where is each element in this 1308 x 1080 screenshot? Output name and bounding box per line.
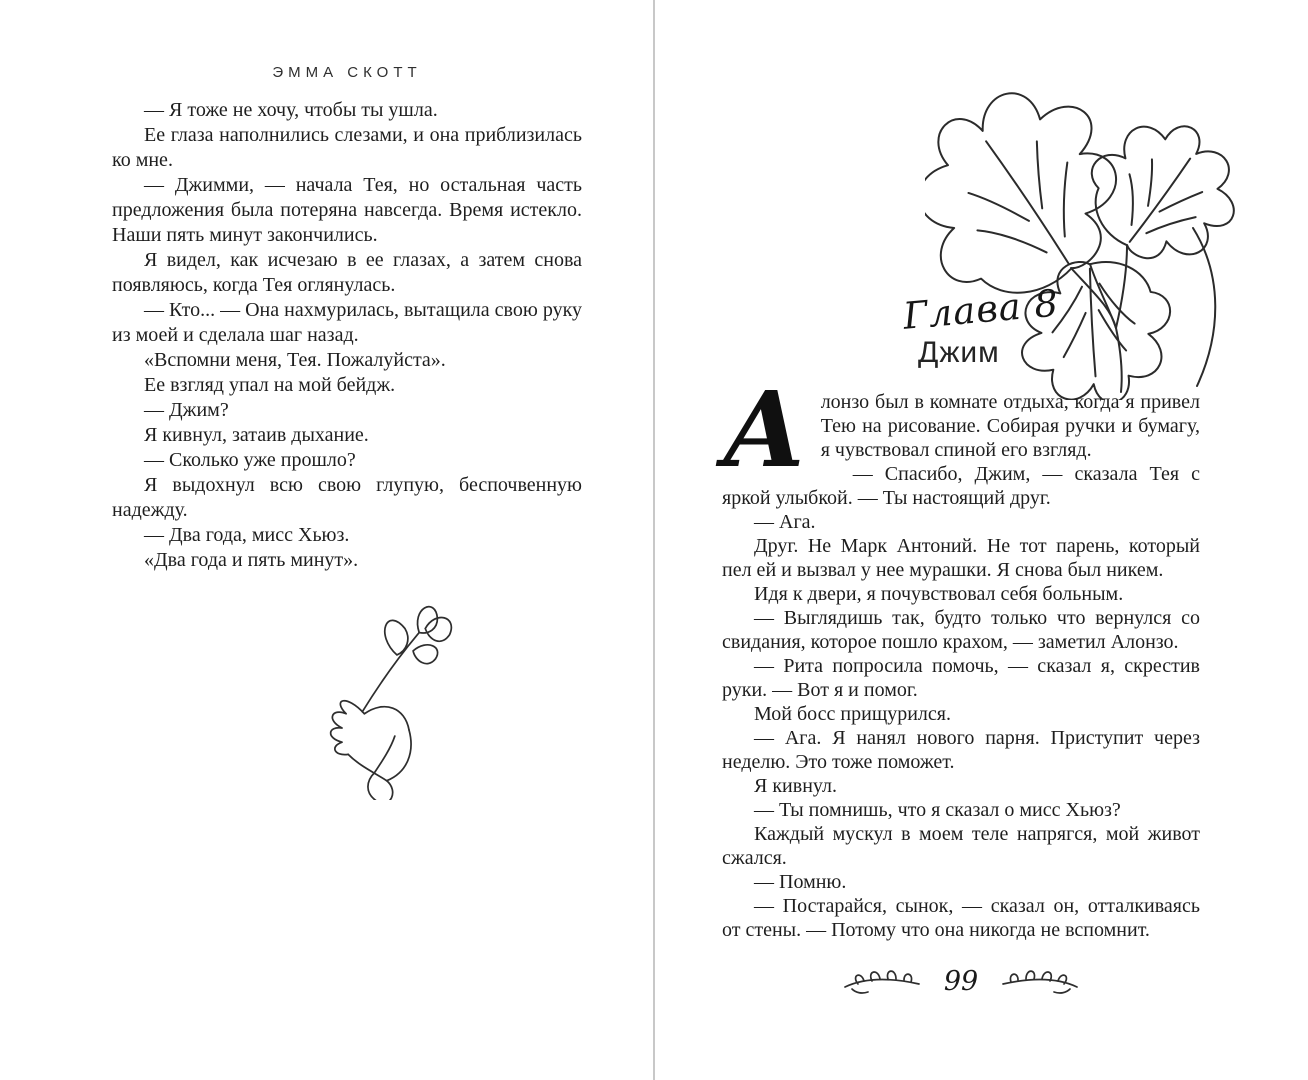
paragraph: Я выдохнул всю свою глупую, беспочвенную надежду.: [112, 474, 582, 521]
paragraph: — Ага. Я нанял нового парня. Приступит через неделю. Это тоже поможет.: [722, 727, 1200, 773]
paragraph: — Я тоже не хочу, чтобы ты ушла.: [144, 99, 438, 121]
paragraph: — Выглядишь так, будто только что вернулся со свидания, которое пошло крахом, — заметил Алонзо.: [722, 607, 1200, 653]
paragraph: — Сколько уже прошло?: [144, 449, 356, 471]
page-footer: [722, 966, 1200, 997]
paragraph: Мой босс прищурился.: [754, 703, 951, 725]
paragraph: — Кто... — Она нахмурилась, вытащила свою руку из моей и сделала шаг назад.: [112, 299, 582, 346]
page-number: 99: [943, 966, 979, 997]
chapter-subtitle: Джим: [918, 336, 1000, 369]
paragraph: Я видел, как исчезаю в ее глазах, а затем снова появляюсь, когда Тея оглянулась.: [112, 249, 582, 296]
right-page-text: [722, 368, 1200, 942]
paragraph: — Джимми, — начала Тея, но остальная часть предложения была потеряна навсегда. Время истекло. Наши пять минут закончились.: [112, 174, 582, 246]
paragraph: Ее глаза наполнились слезами, и она приблизилась ко мне.: [112, 124, 582, 171]
paragraph: Я кивнул, затаив дыхание.: [144, 424, 369, 446]
body-paragraphs: [722, 462, 1200, 942]
paragraph: — Ты помнишь, что я сказал о мисс Хьюз?: [754, 799, 1121, 821]
paragraph: Ее взгляд упал на мой бейдж.: [144, 374, 396, 396]
footer-ornament-right-sprig: [1000, 967, 1080, 997]
paragraph: Друг. Не Марк Антоний. Не тот парень, который пел ей и вызвал у нее мурашки. Я снова был никем.: [722, 535, 1200, 581]
paragraph: — Ага.: [754, 511, 816, 533]
paragraph: Каждый мускул в моем теле напрягся, мой живот сжался.: [722, 823, 1200, 869]
drop-cap: А: [722, 368, 807, 491]
paragraph: — Спасибо, Джим, — сказала Тея с яркой улыбкой. — Ты настоящий друг.: [722, 463, 1200, 509]
paragraph: «Вспомни меня, Тея. Пожалуйста».: [144, 349, 446, 371]
chapter-heading: Глава 8: [901, 281, 1061, 338]
paragraph: Я кивнул.: [754, 775, 838, 797]
paragraph: — Постарайся, сынок, — сказал он, отталкиваясь от стены. — Потому что она никогда не вспомнит.: [722, 895, 1200, 941]
left-page-text: [112, 98, 582, 573]
running-header: ЭММА СКОТТ: [272, 64, 422, 81]
paragraph: — Джим?: [144, 399, 229, 421]
hand-with-branch-illustration: [283, 592, 461, 800]
paragraph: Идя к двери, я почувствовал себя больным.: [754, 583, 1124, 605]
page-gutter-divider: [653, 0, 655, 1080]
paragraph: «Два года и пять минут».: [144, 549, 359, 571]
opening-paragraph-text: лонзо был в комнате отдыха, когда я привел Тею на рисование. Собирая ручки и бумагу, я чувствовал спиной его взгляд.: [820, 391, 1200, 461]
paragraph: — Рита попросила помочь, — сказал я, скрестив руки. — Вот я и помог.: [722, 655, 1200, 701]
footer-ornament-left-sprig: [842, 967, 922, 997]
paragraph: — Два года, мисс Хьюз.: [144, 524, 350, 546]
paragraph: — Помню.: [754, 871, 847, 893]
